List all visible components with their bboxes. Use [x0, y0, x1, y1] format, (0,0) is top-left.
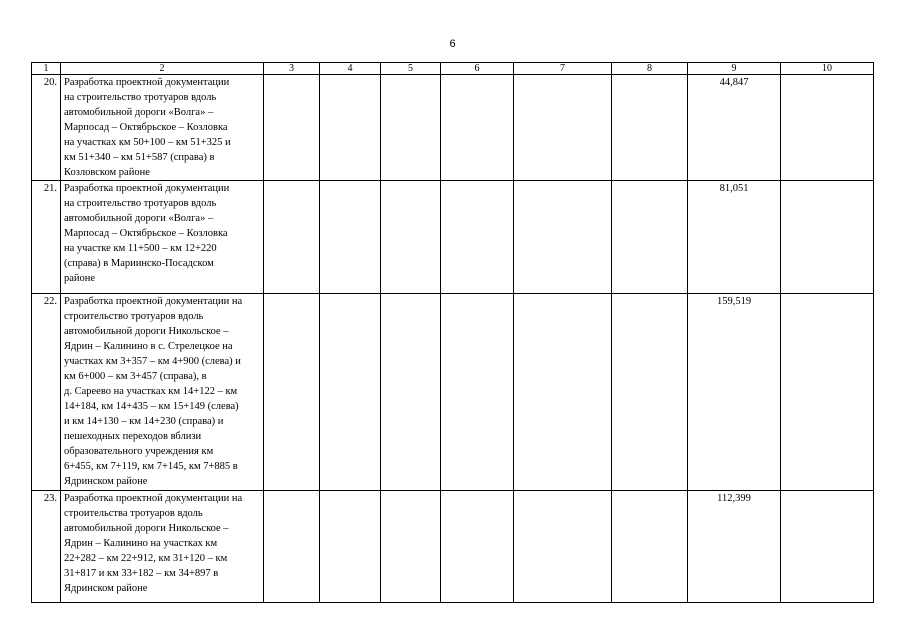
table-cell: [781, 181, 874, 294]
table-cell: [320, 294, 381, 491]
table-cell: [320, 181, 381, 294]
header-cell: 8: [612, 63, 688, 75]
table-cell: [514, 75, 612, 181]
header-cell: 7: [514, 63, 612, 75]
row-number: 21.: [32, 181, 61, 294]
header-cell: 10: [781, 63, 874, 75]
table-cell: [441, 491, 514, 603]
table-row: [32, 294, 874, 491]
table-cell: [612, 294, 688, 491]
table-cell: [264, 75, 320, 181]
table-row: [32, 75, 874, 181]
table-cell: [612, 181, 688, 294]
header-cell: 2: [61, 63, 264, 75]
table-cell: [612, 75, 688, 181]
table-cell: [781, 75, 874, 181]
table-cell: [381, 181, 441, 294]
row-name: Разработка проектной документации на строительство тротуаров вдоль автомобильной дороги «Волга» – Марпосад – Октябрьское – Козловка на участке км 11+500 – км 12+220 (справа) в Мариинско-Посадском районе: [61, 181, 264, 294]
row-name: Разработка проектной документации на строительства тротуаров вдоль автомобильной дороги Никольское – Ядрин – Калинино на участках км 22+282 – км 22+912, км 31+120 – км 31+817 и км 33+182 – км 34+897 в Ядринском районе: [61, 491, 264, 603]
table-cell: [264, 181, 320, 294]
table-cell: [441, 181, 514, 294]
row-value: 112,399: [688, 491, 781, 603]
page-number: 6: [449, 38, 456, 50]
header-cell: 9: [688, 63, 781, 75]
data-table: [31, 62, 874, 603]
table-cell: [612, 491, 688, 603]
header-cell: 5: [381, 63, 441, 75]
table-cell: [381, 75, 441, 181]
row-value: 81,051: [688, 181, 781, 294]
row-value: 44,847: [688, 75, 781, 181]
table-cell: [781, 491, 874, 603]
row-number: 22.: [32, 294, 61, 491]
row-name: Разработка проектной документации на строительство тротуаров вдоль автомобильной дороги «Волга» – Марпосад – Октябрьское – Козловка на участках км 50+100 – км 51+325 и км 51+340 – км 51+587 (справа) в Козловском районе: [61, 75, 264, 181]
row-name: Разработка проектной документации на строительство тротуаров вдоль автомобильной дороги Никольское – Ядрин – Калинино в с. Стрелецкое на участках км 3+357 – км 4+900 (слева) и км 6+000 – км 3+457 (справа), в д. Сареево на участках км 14+122 – км 14+184, км 14+435 – км 15+149 (слева) и км 14+130 – км 14+230 (справа) и пешеходных переходов вблизи образовательного учреждения км 6+455, км 7+119, км 7+145, км 7+885 в Ядринском районе: [61, 294, 264, 491]
table-row: [32, 491, 874, 603]
table-cell: [264, 491, 320, 603]
table-cell: [264, 294, 320, 491]
table-cell: [320, 491, 381, 603]
row-value: 159,519: [688, 294, 781, 491]
table-cell: [441, 75, 514, 181]
table-cell: [320, 75, 381, 181]
header-cell: 1: [32, 63, 61, 75]
row-number: 20.: [32, 75, 61, 181]
header-cell: 4: [320, 63, 381, 75]
table-header-row: [32, 63, 874, 75]
table-cell: [381, 294, 441, 491]
table-cell: [514, 294, 612, 491]
header-cell: 3: [264, 63, 320, 75]
table-cell: [514, 491, 612, 603]
table-row: [32, 181, 874, 294]
table-cell: [781, 294, 874, 491]
table-cell: [441, 294, 514, 491]
table-cell: [514, 181, 612, 294]
header-cell: 6: [441, 63, 514, 75]
table-cell: [381, 491, 441, 603]
row-number: 23.: [32, 491, 61, 603]
